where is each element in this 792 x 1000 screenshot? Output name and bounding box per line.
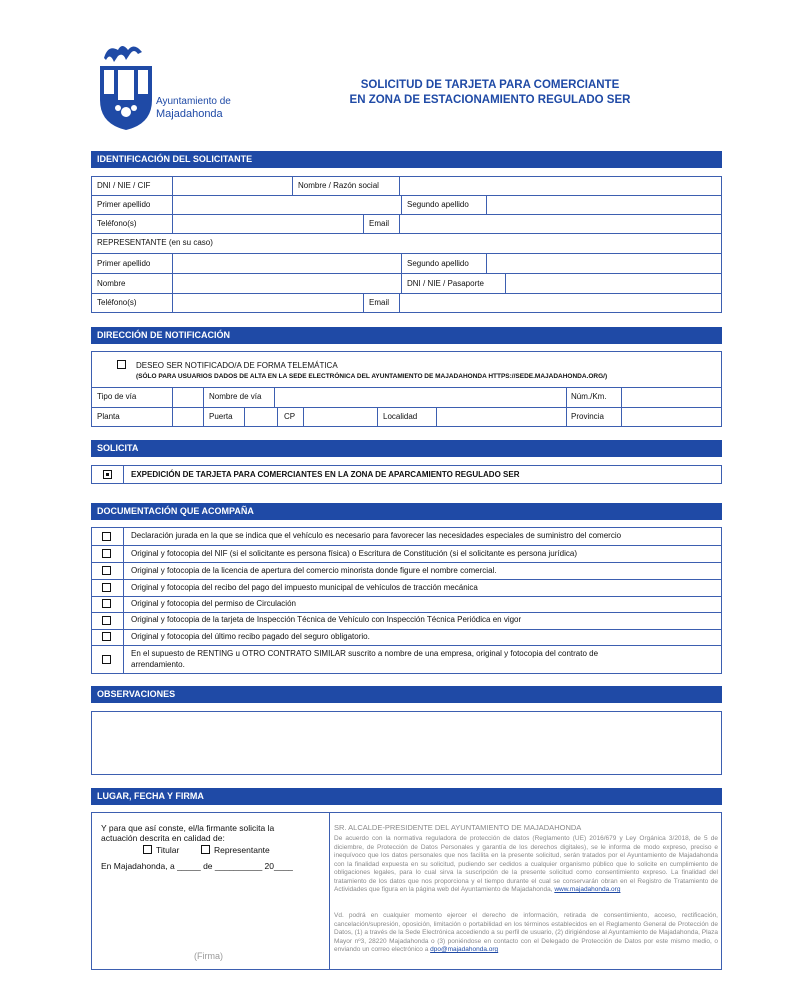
representative-checkbox[interactable] xyxy=(201,845,210,854)
signature-statement-2: actuación descrita en calidad de: xyxy=(101,833,225,843)
province-label: Provincia xyxy=(571,412,604,421)
surname2-label: Segundo apellido xyxy=(407,200,469,209)
doc-checkbox[interactable] xyxy=(102,583,111,592)
postcode-field[interactable] xyxy=(304,408,376,426)
province-field[interactable] xyxy=(622,408,721,426)
doc-item: arrendamiento. xyxy=(131,660,185,669)
floor-label: Planta xyxy=(97,412,120,421)
surname2-field[interactable] xyxy=(487,196,721,213)
street-type-field[interactable] xyxy=(173,388,202,406)
phone-label: Teléfono(s) xyxy=(97,219,137,228)
dni-label: DNI / NIE / CIF xyxy=(97,181,151,190)
rep-surname2-field[interactable] xyxy=(487,254,721,272)
section-observations: OBSERVACIONES xyxy=(91,686,722,703)
place-date: En Majadahonda, a _____ de __________ 20____ xyxy=(101,861,293,871)
rep-email-label: Email xyxy=(369,298,390,307)
request-item: EXPEDICIÓN DE TARJETA PARA COMERCIANTES EN LA ZONA DE APARCAMIENTO REGULADO SER xyxy=(131,470,520,479)
doc-item: Original y fotocopia del NIF (si el solicitante es persona física) o Escritura de Constitución (si el solicitante es persona jurídica) xyxy=(131,549,577,558)
rep-name-label: Nombre xyxy=(97,279,126,288)
doc-item: En el supuesto de RENTING u OTRO CONTRATO SIMILAR suscrito a nombre de una empresa, original y fotocopia del contrato de xyxy=(131,649,599,658)
website-link[interactable]: www.majadahonda.org xyxy=(554,886,621,893)
surname1-field[interactable] xyxy=(173,196,400,213)
doc-item: Declaración jurada en la que se indica que el vehículo es necesario para favorecer las necesidades especiales de suministro del comercio xyxy=(131,531,622,540)
section-documents: DOCUMENTACIÓN QUE ACOMPAÑA xyxy=(91,503,722,520)
data-rights-notice: Vd. podrá en cualquier momento ejercer el derecho de información, retirada de consentimiento, acceso, rectificación, cancelación/supresión, oposición, limitación o portabilidad en los términos establecidos en el Reglamento General de Protección de Datos, (1) a través de la Sede Electrónica accediendo a su perfil de usuario, (2) dirigiéndose al Ayuntamiento de Majadahonda, Plaza Mayor nº3, 28220 Majadahonda o (3) poniéndose en contacto con el Delegado de Protección de Datos por este mismo medio, o enviando un correo electrónico a dpo@majadahonda.org xyxy=(334,912,718,953)
name-field[interactable] xyxy=(400,177,721,194)
doc-checkbox[interactable] xyxy=(102,549,111,558)
section-request: SOLICITA xyxy=(91,440,722,457)
dpo-email-link[interactable]: dpo@majadahonda.org xyxy=(430,946,499,953)
municipal-coat-of-arms-logo xyxy=(96,40,156,132)
doc-item: Original y fotocopia del permiso de Circulación xyxy=(131,599,296,608)
rep-phone-field[interactable] xyxy=(173,294,362,312)
doc-checkbox[interactable] xyxy=(102,599,111,608)
rep-dni-label: DNI / NIE / Pasaporte xyxy=(407,279,484,288)
titular-label: Titular xyxy=(156,845,180,855)
email-label: Email xyxy=(369,219,390,228)
surname1-label: Primer apellido xyxy=(97,200,151,209)
form-title: SOLICITUD DE TARJETA PARA COMERCIANTE EN ZONA DE ESTACIONAMIENTO REGULADO SER xyxy=(349,79,631,106)
rep-surname1-field[interactable] xyxy=(173,254,400,272)
postcode-label: CP xyxy=(284,412,296,421)
rep-email-field[interactable] xyxy=(400,294,721,312)
number-label: Núm./Km. xyxy=(571,392,607,401)
doc-item: Original y fotocopia de la tarjeta de Inspección Técnica de Vehículo con Inspección Técnica Periódica en vigor xyxy=(131,615,522,624)
street-name-field[interactable] xyxy=(275,388,565,406)
doc-item: Original y fotocopia del recibo del pago del impuesto municipal de vehículos de tracción mecánica xyxy=(131,583,478,592)
name-label: Nombre / Razón social xyxy=(298,181,379,190)
number-field[interactable] xyxy=(622,388,721,406)
floor-field[interactable] xyxy=(173,408,202,426)
dni-field[interactable] xyxy=(173,177,291,194)
doc-checkbox[interactable] xyxy=(102,566,111,575)
signature-statement: Y para que así conste, el/la firmante solicita la xyxy=(101,823,275,833)
door-label: Puerta xyxy=(209,412,233,421)
doc-item: Original y fotocopia del último recibo pagado del seguro obligatorio. xyxy=(131,632,370,641)
titular-checkbox[interactable] xyxy=(143,845,152,854)
door-field[interactable] xyxy=(245,408,276,426)
street-name-label: Nombre de vía xyxy=(209,392,262,401)
data-protection-notice: De acuerdo con la normativa reguladora de protección de datos (Reglamento (UE) 2016/679 y Ley Orgánica 3/2018, de 5 de diciembre, de Protección de Datos Personales y garantía de los derechos digitales), se le informa de modo expreso, preciso e inequívoco que los datos personales que nos facilita en la presente solicitud, serán tratados por el Ayuntamiento de Majadahonda con la finalidad expuesta en su solicitud, pudiendo ser cedidos a cualquier organismo público que lo solicite en cumplimiento de obligaciones legales, para lo cual sirva la suscripción de la presente solicitud como consentimiento expreso. La finalidad del tratamiento de los datos que nos proporciona y el tiempo durante el cual se conservarán obran en el Registro de Tratamiento de Actividades que figura en la página web del Ayuntamiento de Majadahonda, www.majadahonda.org xyxy=(334,835,718,893)
rep-surname1-label: Primer apellido xyxy=(97,259,151,268)
signature-area[interactable] xyxy=(95,875,325,945)
rep-phone-label: Teléfono(s) xyxy=(97,298,137,307)
electronic-notification-checkbox[interactable] xyxy=(117,360,126,369)
email-field[interactable] xyxy=(400,215,721,232)
electronic-notification-note: (SÓLO PARA USUARIOS DADOS DE ALTA EN LA SEDE ELECTRÓNICA DEL AYUNTAMIENTO DE MAJADAHONDA HTTPS://SEDE.MAJADAHONDA.ORG/) xyxy=(136,373,608,380)
phone-field[interactable] xyxy=(173,215,362,232)
doc-checkbox[interactable] xyxy=(102,616,111,625)
doc-checkbox[interactable] xyxy=(102,655,111,664)
town-label: Localidad xyxy=(383,412,418,421)
org-name: Ayuntamiento de Majadahonda xyxy=(156,96,231,120)
representative-label: Representante xyxy=(214,845,270,855)
doc-checkbox[interactable] xyxy=(102,632,111,641)
section-address: DIRECCIÓN DE NOTIFICACIÓN xyxy=(91,327,722,344)
electronic-notification-label: DESEO SER NOTIFICADO/A DE FORMA TELEMÁTICA xyxy=(136,361,338,370)
addressee: SR. ALCALDE-PRESIDENTE DEL AYUNTAMIENTO DE MAJADAHONDA xyxy=(334,823,582,832)
rep-name-field[interactable] xyxy=(173,274,400,292)
request-checkbox[interactable] xyxy=(103,470,112,479)
observations-field[interactable] xyxy=(91,711,722,775)
representative-heading: REPRESENTANTE (en su caso) xyxy=(97,238,213,247)
town-field[interactable] xyxy=(437,408,565,426)
rep-dni-field[interactable] xyxy=(506,274,721,292)
doc-item: Original y fotocopia de la licencia de apertura del comercio minorista donde figure el nombre comercial. xyxy=(131,566,497,575)
signature-caption: (Firma) xyxy=(194,951,223,961)
street-type-label: Tipo de vía xyxy=(97,392,137,401)
doc-checkbox[interactable] xyxy=(102,532,111,541)
section-signature: LUGAR, FECHA Y FIRMA xyxy=(91,788,722,805)
section-applicant: IDENTIFICACIÓN DEL SOLICITANTE xyxy=(91,151,722,168)
rep-surname2-label: Segundo apellido xyxy=(407,259,469,268)
